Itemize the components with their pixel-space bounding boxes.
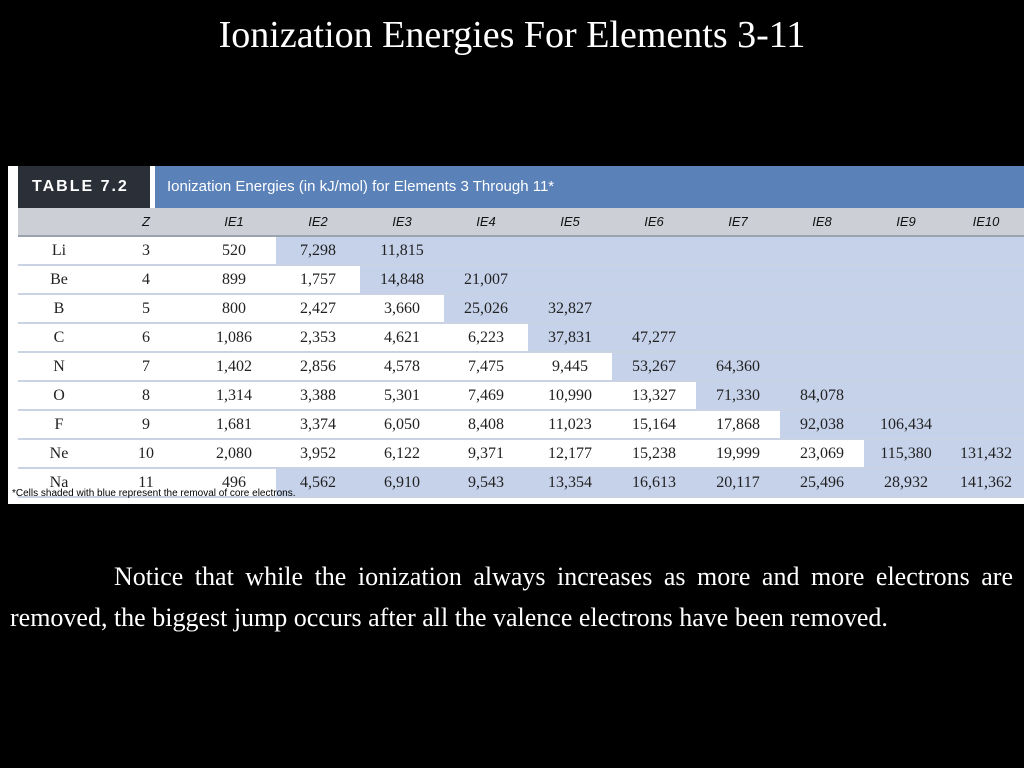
- table-row: [18, 352, 1024, 381]
- atomic-number: 11: [100, 468, 192, 497]
- energy-cell: 20,117: [696, 468, 780, 497]
- explanation-paragraph: Notice that while the ionization always increases as more and more electrons are removed, the biggest jump occurs after all the valence electrons have been removed.: [10, 562, 1013, 632]
- energy-cell: 1,402: [192, 352, 276, 381]
- atomic-number: 6: [100, 323, 192, 352]
- column-header: IE3: [360, 208, 444, 236]
- energy-cell: 37,831: [528, 323, 612, 352]
- energy-cell: 4,578: [360, 352, 444, 381]
- column-header: IE8: [780, 208, 864, 236]
- energy-cell: 2,353: [276, 323, 360, 352]
- atomic-number: 7: [100, 352, 192, 381]
- energy-cell: 12,177: [528, 439, 612, 468]
- column-header: IE2: [276, 208, 360, 236]
- table-body: [18, 236, 1024, 497]
- table-row: [18, 410, 1024, 439]
- energy-cell: 3,952: [276, 439, 360, 468]
- energy-cell: 115,380: [864, 439, 948, 468]
- energy-cell: [444, 236, 528, 265]
- column-header: IE10: [948, 208, 1024, 236]
- energy-cell: [696, 294, 780, 323]
- energy-cell: 47,277: [612, 323, 696, 352]
- energy-cell: 7,298: [276, 236, 360, 265]
- table-row: [18, 265, 1024, 294]
- atomic-number: 9: [100, 410, 192, 439]
- energy-cell: 92,038: [780, 410, 864, 439]
- energy-cell: 8,408: [444, 410, 528, 439]
- energy-cell: [948, 236, 1024, 265]
- energy-cell: 3,388: [276, 381, 360, 410]
- energy-cell: 23,069: [780, 439, 864, 468]
- energy-cell: 520: [192, 236, 276, 265]
- column-header-row: [18, 208, 1024, 236]
- atomic-number: 4: [100, 265, 192, 294]
- energy-cell: 64,360: [696, 352, 780, 381]
- energy-cell: [696, 265, 780, 294]
- energy-cell: 9,445: [528, 352, 612, 381]
- energy-cell: [780, 294, 864, 323]
- energy-cell: 5,301: [360, 381, 444, 410]
- energy-cell: 11,815: [360, 236, 444, 265]
- energy-cell: 6,910: [360, 468, 444, 497]
- column-header: IE1: [192, 208, 276, 236]
- energy-cell: [528, 236, 612, 265]
- energy-cell: 10,990: [528, 381, 612, 410]
- energy-cell: 25,026: [444, 294, 528, 323]
- table-row: [18, 294, 1024, 323]
- slide-title: Ionization Energies For Elements 3-11: [218, 14, 806, 56]
- energy-cell: 3,374: [276, 410, 360, 439]
- energy-cell: 15,238: [612, 439, 696, 468]
- energy-cell: 13,354: [528, 468, 612, 497]
- energy-cell: [948, 381, 1024, 410]
- energy-cell: 6,050: [360, 410, 444, 439]
- element-symbol: Be: [18, 265, 100, 294]
- energy-cell: 1,757: [276, 265, 360, 294]
- energy-cell: 13,327: [612, 381, 696, 410]
- energy-cell: [696, 323, 780, 352]
- energy-cell: 32,827: [528, 294, 612, 323]
- column-header: Z: [100, 208, 192, 236]
- energy-cell: 7,475: [444, 352, 528, 381]
- energy-cell: [864, 352, 948, 381]
- energy-cell: [948, 265, 1024, 294]
- energy-cell: [864, 323, 948, 352]
- column-header: IE5: [528, 208, 612, 236]
- energy-cell: 7,469: [444, 381, 528, 410]
- energy-cell: 4,621: [360, 323, 444, 352]
- energy-cell: [780, 265, 864, 294]
- energy-cell: [696, 236, 780, 265]
- energy-cell: 4,562: [276, 468, 360, 497]
- energy-cell: 131,432: [948, 439, 1024, 468]
- energy-cell: [948, 323, 1024, 352]
- energy-cell: [864, 381, 948, 410]
- energy-cell: 14,848: [360, 265, 444, 294]
- energy-cell: [948, 352, 1024, 381]
- energy-cell: 15,164: [612, 410, 696, 439]
- energy-cell: 19,999: [696, 439, 780, 468]
- energy-cell: [948, 294, 1024, 323]
- energy-cell: 84,078: [780, 381, 864, 410]
- energy-cell: [612, 294, 696, 323]
- column-header: [18, 208, 100, 236]
- element-symbol: B: [18, 294, 100, 323]
- column-header: IE4: [444, 208, 528, 236]
- element-symbol: F: [18, 410, 100, 439]
- energy-cell: 17,868: [696, 410, 780, 439]
- table-caption: Ionization Energies (in kJ/mol) for Elements 3 Through 11*: [155, 166, 1024, 208]
- energy-cell: 141,362: [948, 468, 1024, 497]
- ionization-energy-table: [18, 208, 1024, 498]
- energy-cell: 2,080: [192, 439, 276, 468]
- energy-cell: [864, 294, 948, 323]
- element-symbol: Ne: [18, 439, 100, 468]
- energy-cell: 6,223: [444, 323, 528, 352]
- energy-cell: [528, 265, 612, 294]
- column-header: IE7: [696, 208, 780, 236]
- energy-cell: 25,496: [780, 468, 864, 497]
- energy-cell: 106,434: [864, 410, 948, 439]
- table-row: [18, 381, 1024, 410]
- energy-cell: [780, 323, 864, 352]
- energy-cell: [780, 236, 864, 265]
- element-symbol: Li: [18, 236, 100, 265]
- energy-cell: [948, 410, 1024, 439]
- ionization-table-image: [8, 166, 1024, 504]
- element-symbol: O: [18, 381, 100, 410]
- energy-cell: 53,267: [612, 352, 696, 381]
- table-row: [18, 323, 1024, 352]
- energy-cell: 6,122: [360, 439, 444, 468]
- energy-cell: 2,427: [276, 294, 360, 323]
- energy-cell: [864, 236, 948, 265]
- table-row: [18, 439, 1024, 468]
- energy-cell: [780, 352, 864, 381]
- energy-cell: [864, 265, 948, 294]
- energy-cell: 2,856: [276, 352, 360, 381]
- energy-cell: 28,932: [864, 468, 948, 497]
- table-row: [18, 236, 1024, 265]
- atomic-number: 3: [100, 236, 192, 265]
- energy-cell: 496: [192, 468, 276, 497]
- energy-cell: [612, 236, 696, 265]
- energy-cell: 71,330: [696, 381, 780, 410]
- energy-cell: 1,314: [192, 381, 276, 410]
- energy-cell: [612, 265, 696, 294]
- atomic-number: 5: [100, 294, 192, 323]
- energy-cell: 1,681: [192, 410, 276, 439]
- energy-cell: 800: [192, 294, 276, 323]
- energy-cell: 3,660: [360, 294, 444, 323]
- element-symbol: Na: [18, 468, 100, 497]
- energy-cell: 9,371: [444, 439, 528, 468]
- table-footnote: *Cells shaded with blue represent the removal of core electrons.: [12, 488, 296, 499]
- energy-cell: 1,086: [192, 323, 276, 352]
- energy-cell: 21,007: [444, 265, 528, 294]
- energy-cell: 16,613: [612, 468, 696, 497]
- energy-cell: 899: [192, 265, 276, 294]
- atomic-number: 8: [100, 381, 192, 410]
- energy-cell: 11,023: [528, 410, 612, 439]
- element-symbol: N: [18, 352, 100, 381]
- column-header: IE9: [864, 208, 948, 236]
- atomic-number: 10: [100, 439, 192, 468]
- element-symbol: C: [18, 323, 100, 352]
- energy-cell: 9,543: [444, 468, 528, 497]
- table-header-bar: [8, 166, 1024, 208]
- column-header: IE6: [612, 208, 696, 236]
- table-number-label: TABLE 7.2: [18, 166, 150, 208]
